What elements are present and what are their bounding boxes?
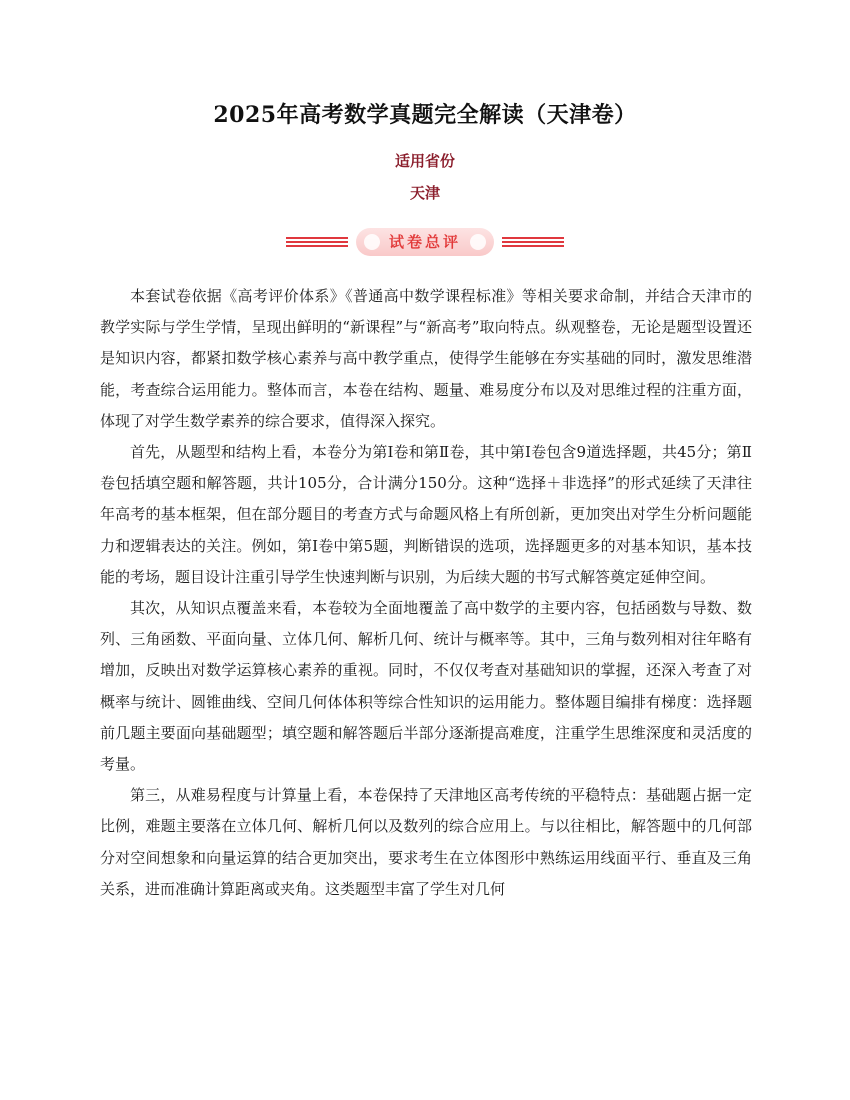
banner-right-decoration — [502, 237, 564, 247]
section-banner — [286, 228, 564, 256]
paragraph: 其次，从知识点覆盖来看，本卷较为全面地覆盖了高中数学的主要内容，包括函数与导数、数列、三角函数、平面向量、立体几何、解析几何、统计与概率等。其中，三角与数列相对往年略有增加，反映出对数学运算核心素养的重视。同时，不仅仅考查对基础知识的掌握，还深入考查了对概率与统计、圆锥曲线、空间几何体体积等综合性知识的运用能力。整体题目编排有梯度：选择题前几题主要面向基础题型；填空题和解答题后半部分逐渐提高难度，注重学生思维深度和灵活度的考量。 — [100, 599, 752, 774]
banner-left-decoration — [286, 237, 348, 247]
province-name: 天津 — [409, 184, 440, 202]
paragraph: 第三，从难易程度与计算量上看，本卷保持了天津地区高考传统的平稳特点：基础题占据一定比例，难题主要落在立体几何、解析几何以及数列的综合应用上。与以往相比，解答题中的几何部分对空间想象和向量运算的结合更加突出，要求考生在立体图形中熟练运用线面平行、垂直及三角关系，进而准确计算距离或夹角。这类题型丰富了学生对几何 — [100, 786, 752, 898]
paragraph: 首先，从题型和结构上看，本卷分为第Ⅰ卷和第Ⅱ卷，其中第Ⅰ卷包含9道选择题，共45分；第Ⅱ卷包括填空题和解答题，共计105分，合计满分150分。这种“选择＋非选择”的形式延续了天津往年高考的基本框架，但在部分题目的考查方式与命题风格上有所创新，更加突出对学生分析问题能力和逻辑表达的关注。例如，第Ⅰ卷中第5题，判断错误的选项，选择题更多的对基本知识，基本技能的考场，题目设计注重引导学生快速判断与识别，为后续大题的书写式解答奠定延伸空间。 — [100, 443, 752, 586]
document-title: 2025年高考数学真题完全解读（天津卷） — [213, 102, 637, 128]
body-text — [100, 281, 752, 905]
province-label: 适用省份 — [394, 152, 455, 170]
paragraph: 本套试卷依据《高考评价体系》《普通高中数学课程标准》等相关要求命制，并结合天津市的教学实际与学生学情，呈现出鲜明的“新课程”与“新高考”取向特点。纵观整卷，无论是题型设置还是知识内容，都紧扣数学核心素养与高中教学重点，使得学生能够在夯实基础的同时，激发思维潜能，考查综合运用能力。整体而言，本卷在结构、题量、难易度分布以及对思维过程的注重方面，体现了对学生数学素养的综合要求，值得深入探究。 — [100, 287, 752, 430]
banner-pill — [356, 228, 494, 256]
section-banner-title: 试卷总评 — [388, 233, 461, 251]
